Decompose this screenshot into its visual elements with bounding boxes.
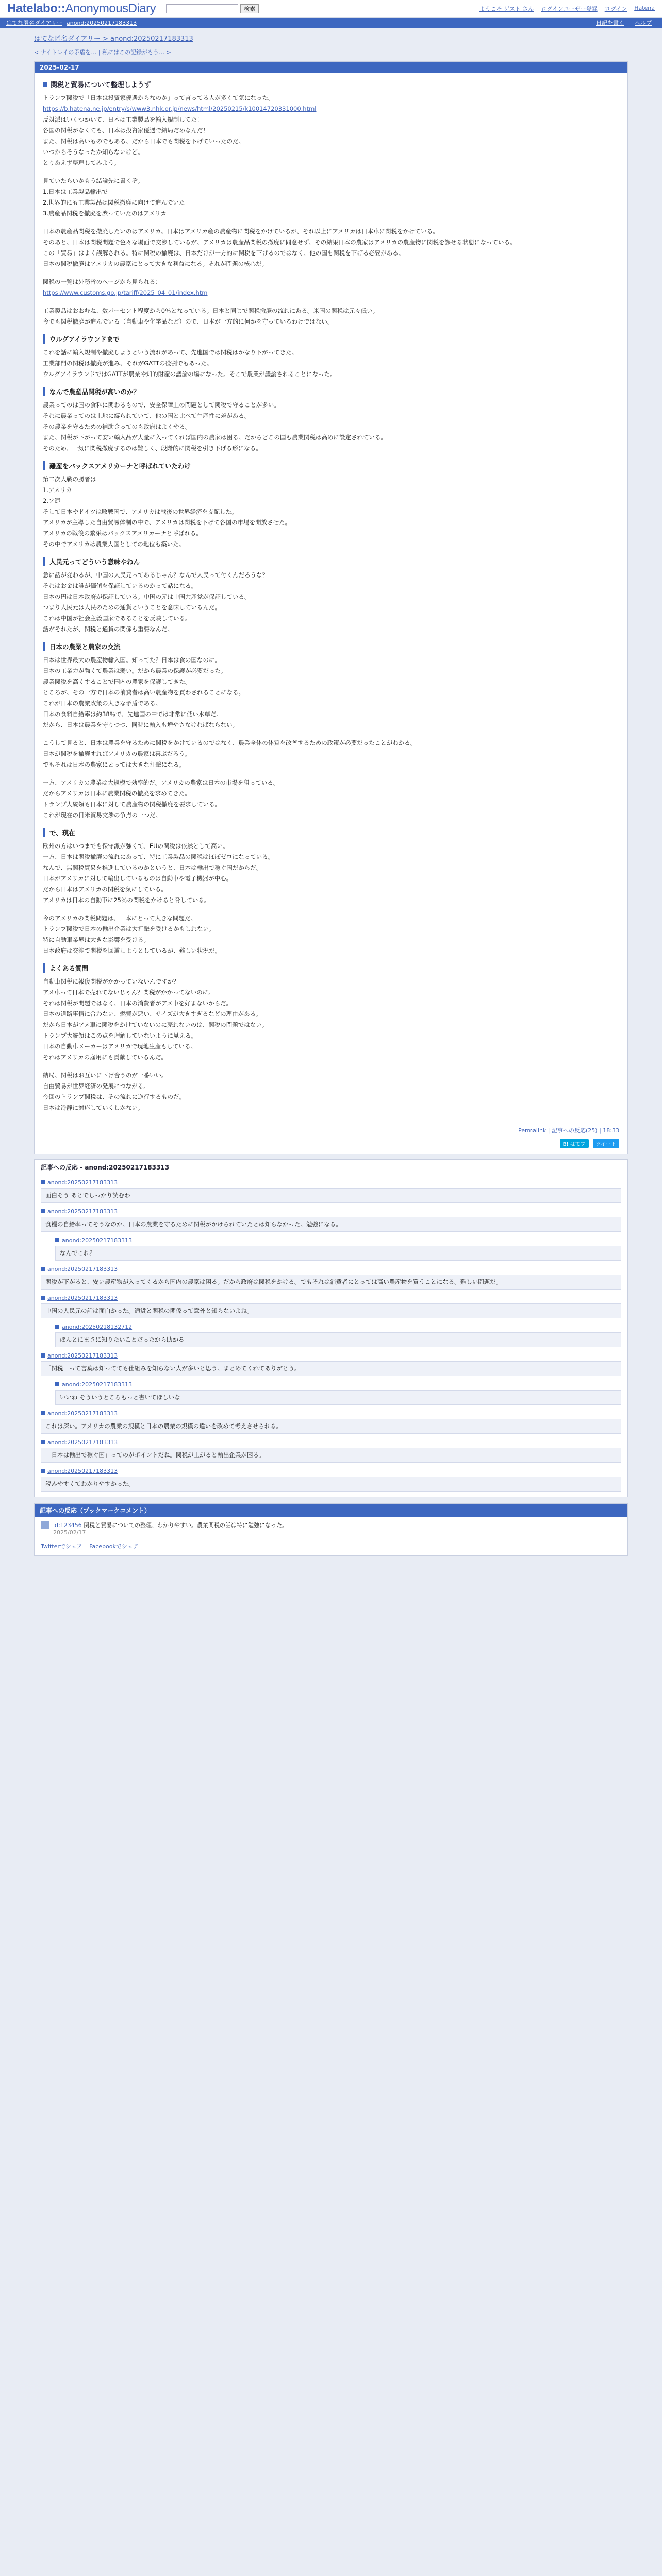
comment [41, 1208, 621, 1232]
share-twitter-link[interactable]: Twitterでシェア [41, 1543, 82, 1550]
header-link-register[interactable]: ログインユーザー登録 [541, 5, 598, 12]
comment-body: 中国の人民元の話は面白かった。通貨と関税の関係って意外と知らないよね。 [41, 1303, 621, 1318]
day-header: 2025-02-17 [35, 62, 627, 73]
entry-paragraph: 日本の円は日本政府が保証している。中国の元は中国共産党が保証している。 [43, 593, 251, 600]
entry-paragraph: 自由貿易が世界経済の発展につながる。 [43, 1082, 150, 1090]
list-item: 3.農産品関税を撤廃を渋っていたのはアメリカ [43, 210, 167, 217]
list-item: 2.世界的にも工業製品は関税撤廃に向けて進んでいた [43, 199, 185, 206]
entry-paragraph: そして日本やドイツは敗戦国で、アメリカは戦後の世界経済を支配した。 [43, 508, 238, 515]
comment-author[interactable] [41, 1208, 621, 1215]
entry-paragraph: 欧州の方はいつまでも保守派が強くて、EUの関税は依然として高い。 [43, 842, 229, 850]
comments-link[interactable]: 記事への反応(25) [552, 1127, 598, 1134]
entry-paragraph: アメリカは日本の自動車に25％の関税をかけると脅している。 [43, 896, 210, 904]
comment [41, 1468, 621, 1492]
search-input[interactable] [166, 4, 238, 13]
share-buttons [35, 1137, 627, 1154]
comment [41, 1410, 621, 1434]
search-button[interactable]: 検索 [240, 4, 259, 13]
entry-paragraph: 農業関税を高くすることで国内の農家を保護してきた。 [43, 678, 191, 685]
entry-paragraph: それは関税が問題ではなく、日本の消費者がアメ車を好まないからだ。 [43, 999, 233, 1007]
comment-author[interactable] [55, 1324, 621, 1330]
hatena-bookmark-button[interactable]: B! はてブ [560, 1139, 589, 1148]
entry-paragraph: だからアメリカは日本に農業関税の撤廃を求めてきた。 [43, 790, 191, 797]
entry-paragraph: 急に話が変わるが、中国の人民元ってあるじゃん？なんで人民って付くんだろうな？ [43, 571, 268, 579]
comment [41, 1266, 621, 1290]
comment [55, 1237, 621, 1261]
tariff-link[interactable]: https://www.customs.go.jp/tariff/2025_04_01/index.htm [43, 289, 208, 296]
entry-paragraph: 農業ってのは国の食料に関わるもので、安全保障上の問題として関税で守ることが多い。 [43, 401, 280, 409]
nav-bar [0, 18, 662, 28]
entry-paragraph: 日本の関税撤廃はアメリカの農家にとって大きな利益になる。それが問題の核心だ。 [43, 260, 268, 267]
top-bar [0, 0, 662, 18]
comment [55, 1324, 621, 1347]
comment [41, 1439, 621, 1463]
header-link-login[interactable]: ログイン [604, 5, 627, 12]
entry-paragraph: 見ていたらいかもう結論先に書くぞ。 [43, 177, 144, 184]
prev-entry-link[interactable]: < ナイトレイの矛盾を… [34, 49, 97, 56]
comment-author[interactable] [55, 1237, 621, 1244]
comment-bullet-icon [55, 1238, 59, 1242]
bookmarks-title: 記事への反応（ブックマークコメント） [35, 1504, 627, 1517]
logo-sep: :: [57, 1, 65, 15]
comment-bullet-icon [41, 1411, 45, 1415]
entry-title-text: 関税と貿易について整理しようず [51, 81, 151, 89]
comment-body: 「日本は輸出で稼ぐ国」ってのがポイントだね。関税が上がると輸出企業が困る。 [41, 1448, 621, 1463]
entry-paragraph: 話がそれたが、関税と通貨の関係も重要なんだ。 [43, 625, 173, 633]
entry-footer: Permalink | 記事への反応(25) | 18:33 [518, 1127, 619, 1134]
entry-paragraph: 今でも関税撤廃が進んでいる（自動車や化学品など）ので、日本が一方的に何かを守っているわけではない。 [43, 318, 334, 325]
page-title[interactable]: はてな匿名ダイアリー > anond:20250217183313 [34, 35, 193, 43]
nav-link-help[interactable]: ヘルプ [635, 20, 652, 26]
entry-paragraph: いつからそうなったか知らないけど。 [43, 148, 144, 156]
entry-paragraph: これを話に輸入規制や撤廃しようという流れがあって、先進国では関税はかなり下がってきた。 [43, 349, 298, 356]
avatar[interactable] [41, 1521, 49, 1529]
page-title-row [0, 28, 662, 43]
entry-paragraph: 2.ソ連 [43, 497, 60, 504]
entry-paragraph: トランプ大統領も日本に対して農産物の関税撤廃を要求している。 [43, 801, 221, 808]
entry-paragraph: だから日本はアメリカの関税を気にしている。 [43, 886, 167, 893]
entry-paragraph: 一方、アメリカの農業は大規模で効率的だ。アメリカの農家は日本の市場を狙っている。 [43, 779, 279, 786]
entry-paragraph: また、関税は高いものでもある、だから日本でも関税を下げていったのだ。 [43, 138, 244, 145]
comment-body: 読みやすくてわかりやすかった。 [41, 1477, 621, 1492]
entry-paragraph: 一方、日本は関税撤廃の流れにあって、特に工業製品の関税はほぼゼロになっている。 [43, 853, 274, 860]
comment-author[interactable] [41, 1352, 621, 1359]
comment-author-text: anond:20250217183313 [47, 1468, 118, 1475]
comments-title: 記事への反応 - anond:20250217183313 [35, 1160, 627, 1175]
comment-author-text: anond:20250217183313 [62, 1237, 133, 1244]
bookmark-item [35, 1517, 627, 1540]
section-heading: 日本の農業と農家の交流 [43, 642, 619, 651]
comment-author[interactable] [41, 1266, 621, 1273]
comment-bullet-icon [41, 1353, 45, 1358]
breadcrumb-sep: | [98, 49, 101, 56]
entry-paragraph: 日本の道路事情に合わない、燃費が悪い、サイズが大きすぎるなどの理由がある。 [43, 1010, 262, 1018]
section-heading: よくある質問 [43, 963, 619, 973]
comment-body: これは深い。アメリカの農業の規模と日本の農業の規模の違いを改めて考えさせられる。 [41, 1419, 621, 1434]
bookmarks-section [34, 1503, 628, 1556]
logo-site: AnonymousDiary [65, 1, 156, 15]
entry-paragraph: そのため、一気に関税撤廃するのは難しく、段階的に関税を引き下げる形になる。 [43, 445, 262, 452]
permalink-link[interactable]: Permalink [518, 1127, 547, 1134]
header-link-hatena[interactable]: Hatena [634, 4, 655, 11]
entry-paragraph: 日本政府は交渉で関税を回避しようとしているが、難しい状況だ。 [43, 947, 221, 954]
main-content [34, 61, 628, 1154]
entry-paragraph: 結局、関税はお互いに下げ合うのが一番いい。 [43, 1072, 168, 1079]
title-marker-icon [43, 82, 47, 87]
entry-paragraph: 日本がアメリカに対して輸出しているものは自動車や電子機器が中心。 [43, 875, 233, 882]
entry [35, 73, 627, 1122]
entry-paragraph: アメリカが主導した自由貿易体制の中で、アメリカは関税を下げて各国の市場を開放させた。 [43, 519, 291, 526]
entry-paragraph: 第二次大戦の勝者は [43, 476, 96, 483]
entry-paragraph: これは中国が社会主義国家であることを反映している。 [43, 615, 191, 622]
nav-link-home[interactable]: はてな匿名ダイアリー [6, 20, 63, 26]
entry-paragraph: 自動車関税に報復関税がかかっていないんですか？ [43, 978, 179, 985]
entry-paragraph: 日本の食料自給率は約38％で、先進国の中では非常に低い水準だ。 [43, 710, 222, 718]
comment-body: なんでこれ？ [55, 1246, 621, 1261]
tweet-button[interactable]: ツイート [593, 1139, 620, 1148]
header-link-welcome: ようこそ ゲスト さん [479, 5, 534, 12]
entry-paragraph: 関税の一覧は外務省のページから見られる： [43, 278, 161, 285]
entry-paragraph: そのあと、日本は関税問題で色々な場面で交渉しているが、アメリカは農産品関税の撤廃に同意せず、その結果日本の農家はアメリカの農産物に関税を課せる状態になっている。 [43, 239, 516, 246]
comment-author-text: anond:20250217183313 [47, 1410, 118, 1417]
bookmark-date: 2025/02/17 [53, 1529, 86, 1536]
entry-paragraph: その中でアメリカは農業大国としての地位も築いた。 [43, 540, 185, 548]
entry-time: 18:33 [603, 1127, 619, 1134]
comment-author-text: anond:20250217183313 [47, 1352, 118, 1359]
entry-paragraph: 今回のトランプ関税は、その流れに逆行するものだ。 [43, 1093, 185, 1100]
comment-author[interactable] [41, 1179, 621, 1186]
comment-author[interactable] [41, 1468, 621, 1475]
nav-link-entry[interactable]: anond:20250217183313 [67, 19, 137, 26]
entry-paragraph: トランプ大統領はこの点を理解していないように見える。 [43, 1032, 197, 1039]
entry-paragraph: これが現在の日米貿易交渉の争点の一つだ。 [43, 811, 161, 819]
entry-paragraph: 日本が関税を撤廃すればアメリカの農家は喜ぶだろう。 [43, 750, 191, 757]
bookmark-text: 関税と貿易についての整理、わかりやすい。農業関税の話は特に勉強になった。 [84, 1522, 288, 1529]
entry-paragraph: だから日本がアメ車に関税をかけていないのに売れないのは、関税の問題ではない。 [43, 1021, 268, 1028]
comment-body: ほんとにまさに知りたいことだったから助かる [55, 1332, 621, 1347]
entry-link[interactable]: https://b.hatena.ne.jp/entry/s/www3.nhk.or.jp/news/html/20250215/k10014720331000.html [43, 105, 317, 112]
entry-paragraph: トランプ関税で日本の輸出企業は大打撃を受けるかもしれない。 [43, 925, 215, 933]
comment-author[interactable] [55, 1381, 621, 1388]
entry-paragraph: その農業を守るための補助金ってのも政府はよくやる。 [43, 423, 191, 430]
bookmark-user[interactable]: id:123456 [53, 1522, 82, 1529]
comment-bullet-icon [55, 1325, 59, 1329]
comment-body: 関税が下がると、安い農産物が入ってくるから国内の農家は困る。だから政府は関税をかける。でもそれは消費者にとっては高い農産物を買うことになる。難しい問題だ。 [41, 1275, 621, 1290]
comment [41, 1352, 621, 1376]
bookmark-share-links [35, 1540, 627, 1555]
comment-author[interactable] [41, 1439, 621, 1446]
comment-author[interactable] [41, 1295, 621, 1301]
comment-author-text: anond:20250217183313 [62, 1381, 133, 1388]
entry-paragraph: 日本は世界最大の農産物輸入国。知ってた？日本は食の国なのに。 [43, 656, 221, 664]
comment-author-text: anond:20250217183313 [47, 1208, 118, 1215]
comment-body: 食糧の自給率ってそうなのか。日本の農業を守るために関税がかけられていたとは知らなかった。勉強になる。 [41, 1217, 621, 1232]
entry-paragraph: とりあえず整理してみよう。 [43, 159, 120, 166]
breadcrumb [0, 43, 662, 61]
list-item: 1.日本は工業製品輸出で [43, 188, 108, 195]
comment-author-text: anond:20250217183313 [47, 1179, 118, 1186]
share-facebook-link[interactable]: Facebookでシェア [89, 1543, 139, 1550]
entry-paragraph: ところが、その一方で日本の消費者は高い農産物を買わされることになる。 [43, 689, 244, 696]
comment-body: いいね そういうところもっと書いてほしいな [55, 1390, 621, 1405]
comment [41, 1179, 621, 1203]
comment-author[interactable] [41, 1410, 621, 1417]
entry-paragraph: 反対派はいくつかいて、日本は工業製品を輸入規制してた！ [43, 116, 203, 123]
logo-main: Hatelabo [7, 1, 58, 15]
next-entry-link[interactable]: 私にはこの記録がもう… > [102, 49, 171, 56]
comment-bullet-icon [41, 1209, 45, 1213]
entry-paragraph: アメ車って日本で売れてないじゃん？関税がかかってないのに。 [43, 989, 214, 996]
entry-paragraph: トランプ関税で「日本は投資家優遇からなのか」って言ってる人が多くて気になった。 [43, 94, 274, 101]
entry-paragraph: なんで、無関税貿易を推進しているのかというと、日本は輸出で稼ぐ国だからだ。 [43, 864, 262, 871]
entry-paragraph: だから、日本は農業を守りつつ、同時に輸入も増やさなければならない。 [43, 721, 239, 728]
entry-paragraph: また、関税が下がって安い輸入品が大量に入ってくれば国内の農家は困る。だからどこの国も農業関税は高めに設定されている。 [43, 434, 387, 441]
section-heading: なんで農産品関税が高いのか？ [43, 387, 619, 396]
entry-paragraph: こうして見ると、日本は農業を守るために関税をかけているのではなく、農業全体の体質を改善するための政策が必要だったことがわかる。 [43, 739, 417, 747]
entry-paragraph: それに農業ってのは土地に縛られていて、他の国と比べて生産性に差がある。 [43, 412, 251, 419]
section-heading: 人民元ってどういう意味やねん [43, 557, 619, 566]
nav-link-write[interactable]: 日記を書く [596, 20, 624, 26]
entry-paragraph: それはアメリカの雇用にも貢献しているんだ。 [43, 1054, 167, 1061]
entry-paragraph: 1.アメリカ [43, 486, 72, 494]
header-links [479, 5, 655, 13]
comment [55, 1381, 621, 1405]
entry-paragraph: 日本の自動車メーカーはアメリカで現地生産もしている。 [43, 1043, 196, 1050]
comment [41, 1295, 621, 1318]
entry-paragraph: 今のアメリカの関税問題は、日本にとって大きな問題だ。 [43, 914, 196, 922]
comment-body: 「関税」って言葉は知ってても仕組みを知らない人が多いと思う。まとめてくれてありがとう。 [41, 1361, 621, 1376]
comment-author-text: anond:20250218132712 [62, 1324, 133, 1330]
entry-paragraph: でもそれは日本の農家にとっては大きな打撃になる。 [43, 761, 185, 768]
entry-paragraph: 日本の農産品関税を撤廃したいのはアメリカ。日本はアメリカ産の農産物に関税をかけているが、それ以上にアメリカは日本車に関税をかけている。 [43, 228, 439, 235]
entry-paragraph: 工業部門の関税は撤廃が進み、それがGATTの役割でもあった。 [43, 360, 213, 367]
entry-paragraph: この「貿易」はよく誤解される。特に関税の撤廃は、日本だけが一方的に関税を下げるのではなく、他の国も関税を下げる必要がある。 [43, 249, 405, 257]
section-heading: ウルグアイラウンドまで [43, 334, 619, 344]
entry-paragraph: 特に自動車業界は大きな影響を受ける。 [43, 936, 150, 943]
comment-bullet-icon [41, 1469, 45, 1473]
comment-body: 面白そう あとでしっかり読むわ [41, 1188, 621, 1203]
section-heading: 難産をバックスアメリカーナと呼ばれていたわけ [43, 461, 619, 470]
site-logo[interactable] [7, 2, 156, 16]
comment-author-text: anond:20250217183313 [47, 1439, 118, 1446]
comment-bullet-icon [41, 1180, 45, 1184]
section-heading: で、現在 [43, 828, 619, 837]
entry-paragraph: これが日本の農業政策の大きな矛盾である。 [43, 700, 161, 707]
comment-bullet-icon [41, 1296, 45, 1300]
comment-author-text: anond:20250217183313 [47, 1266, 118, 1273]
entry-paragraph: つまり人民元は人民のための通貨ということを意味しているんだ。 [43, 604, 221, 611]
comment-bullet-icon [55, 1382, 59, 1386]
comments-section [34, 1159, 628, 1497]
entry-paragraph: 日本の工業力が強くて農業は弱い。だから農業の保護が必要だった。 [43, 667, 227, 674]
entry-paragraph: 工業製品はおおむね、数パーセント程度から0％となっている。日本と同じで関税撤廃の流れにある。米国の関税は元々低い。 [43, 307, 379, 314]
entry-paragraph: アメリカの戦後の繁栄はバックスアメリカーナと呼ばれる。 [43, 530, 202, 537]
comment-bullet-icon [41, 1267, 45, 1271]
entry-paragraph: それはお金は誰が価値を保証しているのかって話になる。 [43, 582, 197, 589]
entry-paragraph: 各国の関税がなくても、日本は投資家優遇で結局だめなんだ！ [43, 127, 209, 134]
comment-bullet-icon [41, 1440, 45, 1444]
entry-paragraph: 日本は冷静に対応していくしかない。 [43, 1104, 144, 1111]
entry-title [43, 79, 619, 89]
entry-paragraph: ウルグアイラウンドではGATTが農業や知的財産の議論の場になった。そこで農業が議論されることになった。 [43, 370, 336, 378]
comment-author-text: anond:20250217183313 [47, 1295, 118, 1301]
